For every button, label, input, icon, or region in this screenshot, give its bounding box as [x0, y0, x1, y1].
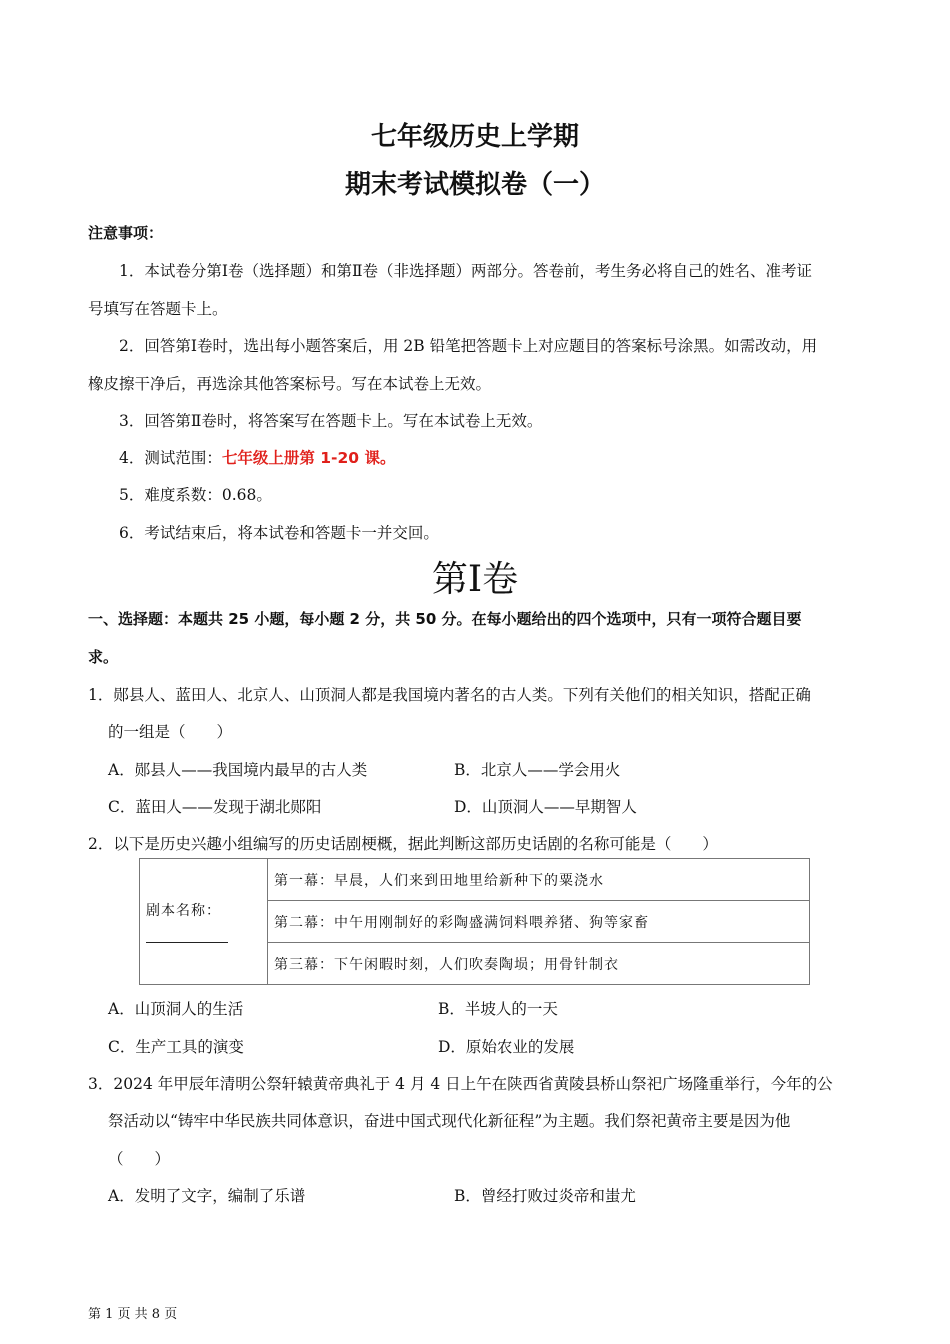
script-name-cell — [140, 859, 268, 985]
exam-title-line2: 期末考试模拟卷（一） — [344, 170, 605, 200]
note-5: 5．难度系数：0.68。 — [119, 486, 272, 504]
test-scope-highlight: 七年级上册第 1-20 课。 — [221, 449, 396, 467]
q2-option-d: D．原始农业的发展 — [438, 1038, 575, 1056]
script-name-blank — [146, 942, 228, 943]
note-6: 6．考试结束后，将本试卷和答题卡一并交回。 — [119, 524, 439, 542]
act-2-cell: 第二幕：中午用刚制好的彩陶盛满饲料喂养猪、狗等家畜 — [268, 901, 810, 943]
q1-option-d: D．山顶洞人——早期智人 — [454, 798, 637, 816]
q3-stem-line3: （ ） — [108, 1150, 171, 1168]
exam-title-line1: 七年级历史上学期 — [370, 122, 579, 152]
q1-option-a: A．郧县人——我国境内最早的古人类 — [108, 761, 368, 779]
note-2-line1: 2．回答第Ⅰ卷时，选出每小题答案后，用 2B 铅笔把答题卡上对应题目的答案标号涂黑。如需改动，用 — [119, 337, 818, 355]
act-1-cell: 第一幕：早晨，人们来到田地里给新种下的粟浇水 — [268, 859, 810, 901]
q3-option-b: B．曾经打败过炎帝和蚩尤 — [454, 1187, 636, 1205]
q2-option-a: A．山顶洞人的生活 — [108, 1000, 244, 1018]
q1-stem-line2: 的一组是（ ） — [108, 723, 233, 741]
q2-option-b: B．半坡人的一天 — [438, 1000, 558, 1018]
volume-title: 第Ⅰ卷 — [431, 559, 519, 600]
q3-option-a: A．发明了文字，编制了乐谱 — [108, 1187, 306, 1205]
script-name-label: 剧本名称： — [146, 903, 221, 919]
q1-option-b: B．北京人——学会用火 — [454, 761, 621, 779]
act-3-cell: 第三幕：下午闲暇时刻，人们吹奏陶埙；用骨针制衣 — [268, 943, 810, 985]
notes-heading: 注意事项： — [88, 224, 164, 242]
note-2-line2: 橡皮擦干净后，再选涂其他答案标号。写在本试卷上无效。 — [88, 375, 492, 393]
note-4 — [119, 446, 395, 468]
q3-stem-line1: 3．2024 年甲辰年清明公祭轩辕黄帝典礼于 4 月 4 日上午在陕西省黄陵县桥山祭祀广场隆重举行，今年的公 — [88, 1075, 833, 1093]
q3-stem-line2: 祭活动以“铸牢中华民族共同体意识，奋进中国式现代化新征程”为主题。我们祭祀黄帝主要是因为他 — [108, 1112, 791, 1130]
section1-heading-line2: 求。 — [88, 648, 119, 666]
note-1-line1: 1．本试卷分第Ⅰ卷（选择题）和第Ⅱ卷（非选择题）两部分。答卷前，考生务必将自己的姓名、准考证 — [119, 262, 813, 280]
note-1-line2: 号填写在答题卡上。 — [88, 300, 228, 318]
section1-heading-line1: 一、选择题：本题共 25 小题，每小题 2 分，共 50 分。在每小题给出的四个选项中，只有一项符合题目要 — [88, 610, 802, 628]
q2-option-c: C．生产工具的演变 — [108, 1038, 244, 1056]
note-3: 3．回答第Ⅱ卷时，将答案写在答题卡上。写在本试卷上无效。 — [119, 412, 543, 430]
q1-option-c: C．蓝田人——发现于湖北郧阳 — [108, 798, 322, 816]
q2-stem: 2．以下是历史兴趣小组编写的历史话剧梗概，据此判断这部历史话剧的名称可能是（ ） — [88, 835, 718, 853]
note-4-prefix: 4．测试范围： — [119, 449, 222, 467]
q1-stem-line1: 1．郧县人、蓝田人、北京人、山顶洞人都是我国境内著名的古人类。下列有关他们的相关知识，搭配正确 — [88, 686, 811, 704]
page-footer: 第 1 页 共 8 页 — [88, 1307, 178, 1322]
q2-script-table — [139, 858, 810, 985]
table-row — [140, 859, 810, 901]
